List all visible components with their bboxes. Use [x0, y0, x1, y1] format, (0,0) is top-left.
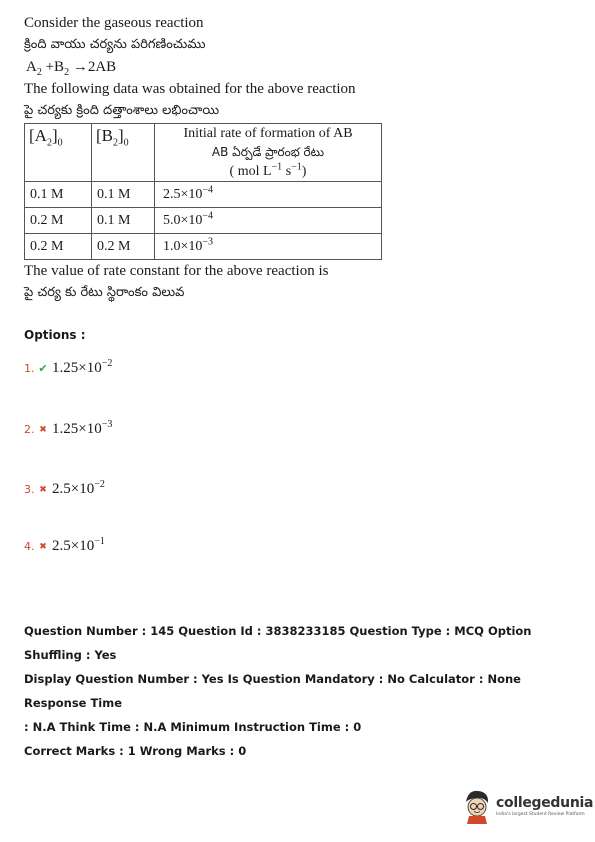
table-row — [25, 182, 382, 208]
rate-data-table — [24, 123, 382, 260]
header-a2: $[A_2]_0$ — [25, 124, 92, 182]
option-4[interactable] — [24, 538, 105, 555]
reaction-equation: $A_2 +B_2 \to 2AB$ — [26, 59, 117, 78]
option-1[interactable] — [24, 360, 112, 377]
question-metadata — [24, 619, 579, 763]
cell-b: 0.1 M — [92, 182, 155, 208]
meta-line: Display Question Number : Yes Is Question Mandatory : No Calculator : None Response Time — [24, 672, 521, 710]
cross-icon: ✖ — [39, 424, 47, 435]
cell-rate: $1.0\times 10^{-3}$ — [155, 234, 382, 260]
option-number: 1. — [24, 362, 35, 375]
brand-logo — [462, 788, 593, 824]
header-rate-en: Initial rate of formation of AB — [183, 126, 353, 141]
table-row — [25, 208, 382, 234]
data-intro-en: The following data was obtained for the above reaction — [24, 81, 356, 97]
cell-a: 0.1 M — [25, 182, 92, 208]
option-2[interactable] — [24, 421, 112, 438]
option-number: 2. — [24, 423, 35, 436]
meta-line: Question Number : 145 Question Id : 3838233185 Question Type : MCQ Option Shuffling : Yes — [24, 624, 532, 662]
cell-b: 0.1 M — [92, 208, 155, 234]
brand-tagline: India's largest Student Review Platform — [496, 812, 585, 817]
check-icon: ✔ — [38, 362, 48, 375]
options-label: Options : — [24, 328, 86, 342]
cross-icon: ✖ — [39, 484, 47, 495]
option-value: $1.25\times 10^{-3}$ — [52, 419, 113, 437]
option-value: $1.25\times 10^{-2}$ — [52, 358, 113, 376]
brand-name: collegedunia — [496, 795, 594, 811]
header-rate-te: AB ఏర్పడే ప్రారంభ రేటు — [211, 145, 325, 159]
data-intro-te: పై చర్యకు క్రింది దత్తాంశాలు లభించాయి — [24, 103, 220, 118]
question-intro-en: Consider the gaseous reaction — [24, 15, 204, 31]
option-number: 3. — [24, 483, 35, 496]
header-rate-unit: ( mol $L^{-1}$ $s^{-1}$) — [229, 161, 307, 179]
option-value: $2.5\times 10^{-1}$ — [52, 536, 105, 554]
cell-a: 0.2 M — [25, 234, 92, 260]
question-ask-te: పై చర్య కు రేటు స్థిరాంకం విలువ — [24, 285, 185, 300]
cross-icon: ✖ — [39, 541, 47, 552]
cell-rate: $2.5\times 10^{-4}$ — [155, 182, 382, 208]
question-block — [24, 12, 394, 304]
question-intro-te: క్రింది వాయు చర్యను పరిగణించుము — [24, 37, 206, 52]
table-header-row — [25, 124, 382, 182]
mascot-icon — [462, 788, 492, 824]
cell-rate: $5.0\times 10^{-4}$ — [155, 208, 382, 234]
header-b2: $[B_2]_0$ — [92, 124, 155, 182]
option-number: 4. — [24, 540, 35, 553]
option-value: $2.5\times 10^{-2}$ — [52, 479, 105, 497]
cell-b: 0.2 M — [92, 234, 155, 260]
meta-line: Correct Marks : 1 Wrong Marks : 0 — [24, 744, 247, 758]
cell-a: 0.2 M — [25, 208, 92, 234]
header-rate — [155, 124, 382, 182]
question-ask-en: The value of rate constant for the above reaction is — [24, 263, 329, 279]
option-3[interactable] — [24, 481, 105, 498]
table-row — [25, 234, 382, 260]
meta-line: : N.A Think Time : N.A Minimum Instruction Time : 0 — [24, 720, 362, 734]
